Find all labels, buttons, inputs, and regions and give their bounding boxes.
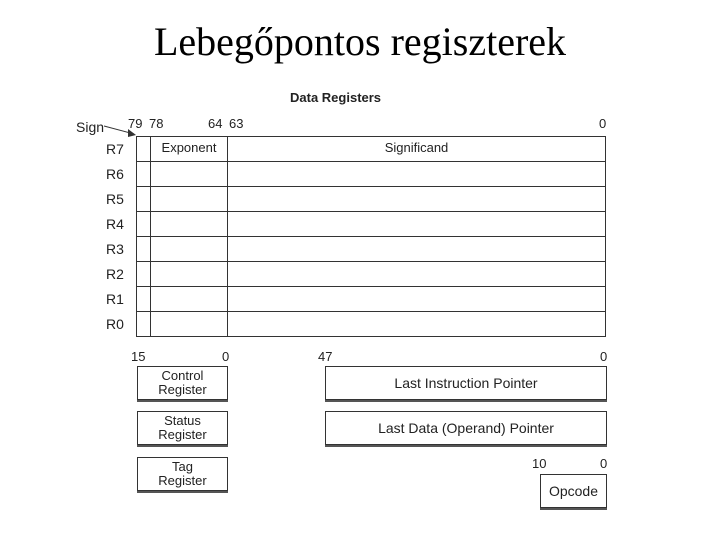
register-label-r2: R2 [106, 266, 124, 282]
control-bit-0: 0 [222, 349, 230, 364]
register-label-r4: R4 [106, 216, 124, 232]
bit-label-63: 63 [229, 116, 244, 131]
register-row [136, 311, 606, 336]
opcode-bit-10: 10 [532, 456, 547, 471]
tag-register-box: Tag Register [137, 457, 228, 491]
register-row [136, 236, 606, 261]
significand-header: Significand [384, 140, 449, 155]
register-label-r0: R0 [106, 316, 124, 332]
opcode-bit-0: 0 [600, 456, 608, 471]
bit-label-0: 0 [599, 116, 607, 131]
grid-bottom-line [136, 336, 606, 337]
register-label-r1: R1 [106, 291, 124, 307]
exponent-header: Exponent [161, 140, 217, 155]
register-label-r7: R7 [106, 141, 124, 157]
status-register-box: Status Register [137, 411, 228, 445]
pointer-bit-47: 47 [318, 349, 333, 364]
bit-label-79: 79 [128, 116, 143, 131]
register-label-r3: R3 [106, 241, 124, 257]
sign-label: Sign [76, 119, 105, 135]
data-register-grid [136, 136, 606, 336]
opcode-box: Opcode [540, 474, 607, 508]
register-row [136, 161, 606, 186]
register-label-r6: R6 [106, 166, 124, 182]
control-bit-15: 15 [131, 349, 146, 364]
grid-line-exponent [227, 136, 228, 336]
grid-line-sign [150, 136, 151, 336]
slide-title: Lebegőpontos regiszterek [153, 19, 567, 64]
last-instruction-pointer-box: Last Instruction Pointer [325, 366, 607, 400]
grid-line-left [136, 136, 137, 336]
bit-label-64: 64 [208, 116, 223, 131]
last-data-pointer-box: Last Data (Operand) Pointer [325, 411, 607, 445]
grid-line-right [605, 136, 606, 336]
bit-label-78: 78 [149, 116, 164, 131]
control-register-box: Control Register [137, 366, 228, 400]
register-row [136, 211, 606, 236]
register-row [136, 286, 606, 311]
diagram-title: Data Registers [290, 90, 382, 105]
register-row [136, 261, 606, 286]
pointer-bit-0: 0 [600, 349, 608, 364]
register-label-r5: R5 [106, 191, 124, 207]
register-row [136, 186, 606, 211]
